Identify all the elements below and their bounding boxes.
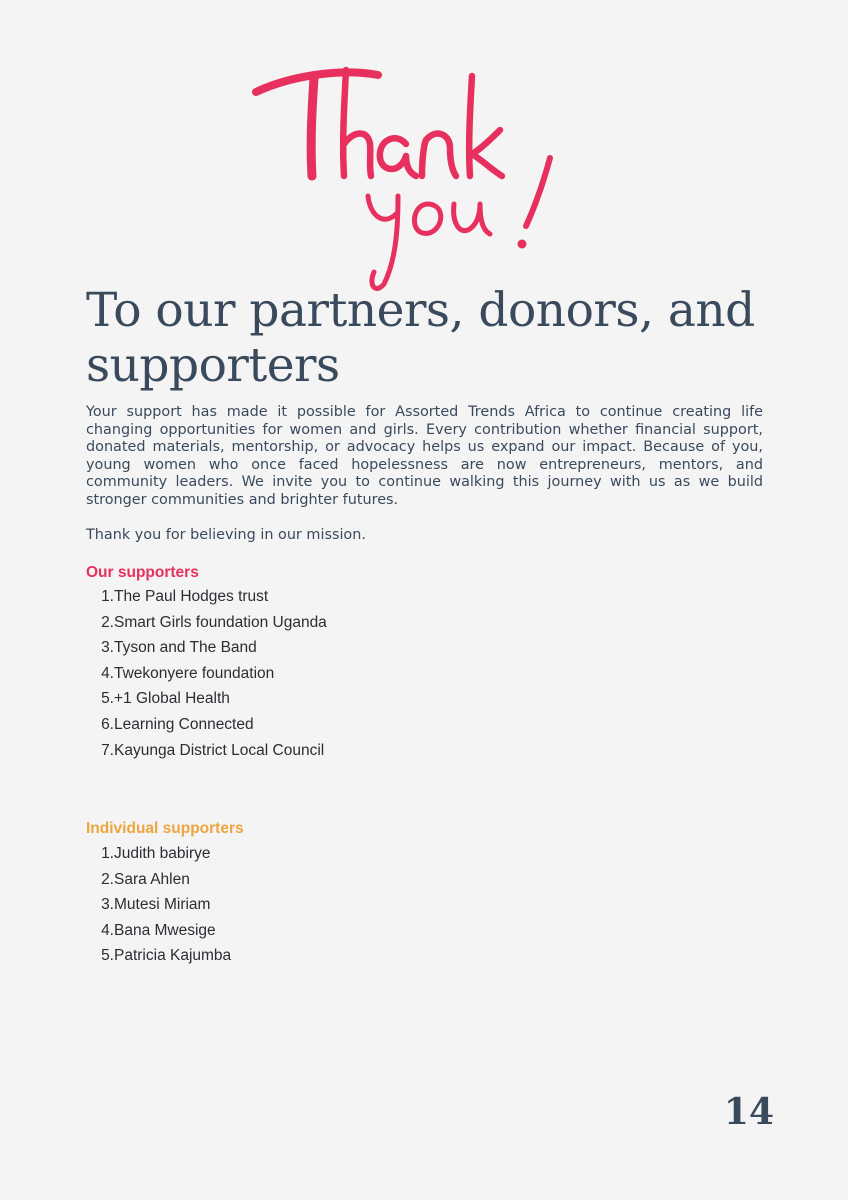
list-item: 6.Learning Connected xyxy=(101,715,254,733)
list-item: 2.Sara Ahlen xyxy=(101,870,190,888)
page-number: 14 xyxy=(723,1091,774,1133)
list-item: 4.Twekonyere foundation xyxy=(101,664,275,682)
list-item: 4.Bana Mwesige xyxy=(101,921,216,939)
organization-supporters-list xyxy=(96,584,327,763)
organizations-heading: Our supporters xyxy=(86,564,199,581)
list-item: 1.Judith babirye xyxy=(101,845,211,862)
list-item: 7.Kayunga District Local Council xyxy=(101,741,325,759)
intro-paragraph: Your support has made it possible for Assorted Trends Africa to continue creating life changing opportunities for women and girls. Every contribution whether financial support, donated materials, mentorship, or advocacy helps us expand our impact. Because of you, young women who once faced hopelessness are now entrepreneurs, mentors, and community leaders. We invite you to continue walking this journey with us as we build stronger communities and brighter futures. xyxy=(86,404,763,508)
individuals-heading: Individual supporters xyxy=(86,820,244,837)
list-item: 1.The Paul Hodges trust xyxy=(101,588,269,605)
page-title: To our partners, donors, and supporters xyxy=(86,283,755,393)
list-item: 3.Mutesi Miriam xyxy=(101,896,211,914)
list-item: 5.+1 Global Health xyxy=(101,690,230,708)
list-item: 3.Tyson and The Band xyxy=(101,639,257,657)
list-item: 2.Smart Girls foundation Uganda xyxy=(101,613,327,631)
list-item: 5.Patricia Kajumba xyxy=(101,947,232,965)
individual-supporters-list xyxy=(96,841,231,969)
thank-you-script-logo xyxy=(250,48,570,293)
closing-line: Thank you for believing in our mission. xyxy=(86,527,366,543)
